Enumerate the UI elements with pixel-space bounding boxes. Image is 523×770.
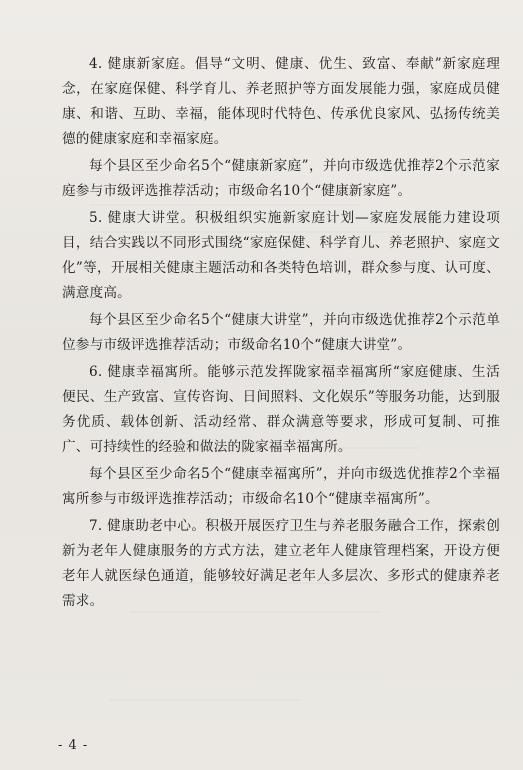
paragraph-health-lecture-hall-quota: 每个县区至少命名5个“健康大讲堂”，并向市级选优推荐2个示范单位参与市级评选推荐活动；市级命名10个“健康大讲堂”。 <box>62 312 500 353</box>
paragraph-healthy-happy-residence-quota: 每个县区至少命名5个“健康幸福寓所”，并向市级选优推荐2个幸福寓所参与市级评选推荐活动；市级命名10个“健康幸福寓所”。 <box>62 466 500 507</box>
paragraph-health-lecture-hall: 5. 健康大讲堂。积极组织实施新家庭计划—家庭发展能力建设项目，结合实践以不同形式围绕“家庭保健、科学育儿、养老照护、家庭文化”等，开展相关健康主题活动和各类特色培训，群众参与度、认可度、满意度高。 <box>62 210 500 301</box>
paragraph-healthy-new-family-quota: 每个县区至少命名5个“健康新家庭”，并向市级选优推荐2个示范家庭参与市级评选推荐活动；市级命名10个“健康新家庭”。 <box>62 158 500 199</box>
paragraph-healthy-new-family: 4. 健康新家庭。倡导“文明、健康、优生、致富、奉献”新家庭理念，在家庭保健、科学育儿、养老照护等方面发展能力强，家庭成员健康、和谐、互助、幸福，能体现时代特色、传承优良家风、弘扬传统美德的健康家庭和幸福家庭。 <box>62 56 500 147</box>
paragraph-healthy-happy-residence: 6. 健康幸福寓所。能够示范发挥陇家福幸福寓所“家庭健康、生活便民、生产致富、宣传咨询、日间照料、文化娱乐”等服务功能，达到服务优质、载体创新、活动经常、群众满意等要求，形成可复制、可推广、可持续性的经验和做法的陇家福幸福寓所。 <box>62 364 500 455</box>
document-body <box>62 52 500 616</box>
page-number: - 4 - <box>58 738 89 753</box>
paragraph-healthy-elderly-center: 7. 健康助老中心。积极开展医疗卫生与养老服务融合工作，探索创新为老年人健康服务的方式方法，建立老年人健康管理档案，开设方便老年人就医绿色通道，能够较好满足老年人多层次、多形式的健康养老需求。 <box>62 518 500 609</box>
